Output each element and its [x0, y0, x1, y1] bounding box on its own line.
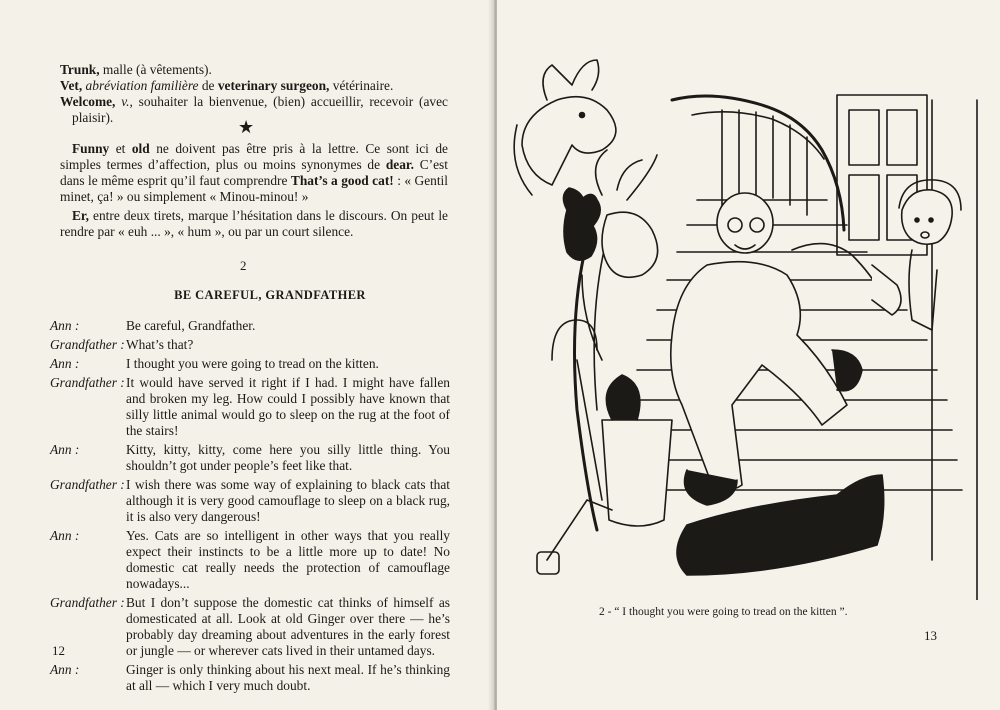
- speech: Yes. Cats are so intelligent in other ways that you really expect their instincts to be a little more up to date! No domestic cat really needs the protection of camouflage nowadays...: [126, 528, 450, 591]
- note-term: dear.: [385, 157, 414, 172]
- speaker: Ann :: [50, 442, 80, 457]
- right-page: [497, 0, 1000, 710]
- dialogue-line: [50, 356, 450, 372]
- dialogue-line: [50, 595, 450, 659]
- glossary-term: veterinary surgeon,: [217, 78, 330, 93]
- glossary-term: Welcome,: [60, 94, 116, 109]
- dialogue-line: [50, 375, 450, 439]
- speaker: Ann :: [50, 356, 80, 371]
- umbrella-stand: [537, 320, 672, 574]
- speaker: Ann :: [50, 662, 80, 677]
- speech: It would have served it right if I had. I might have fallen and broken my leg. How could I possibly have known that silly little animal would go to sleep on the rug at the foot of the stairs!: [126, 375, 450, 438]
- glossary-term: Vet,: [60, 78, 83, 93]
- speech: Kitty, kitty, kitty, come here you silly little thing. You shouldn’t got under people’s feet like that.: [126, 442, 450, 473]
- speaker: Ann :: [50, 528, 80, 543]
- note-term: Funny: [72, 141, 110, 156]
- note-text: ne doivent pas être pris à la lettre. Ce sont ici de simples termes d’affection, plus ou moins synonymes de: [60, 141, 449, 172]
- dialogue-line: [50, 477, 450, 525]
- speech: I wish there was some way of explaining to black cats that although it is very good camouflage to sleep on a black rug, it is also very dangerous!: [126, 477, 450, 524]
- note-funny: [60, 141, 448, 205]
- note-term: Er,: [72, 208, 89, 223]
- glossary-entry-trunk: [60, 62, 448, 78]
- star-separator-icon: ★: [238, 117, 255, 137]
- note-er: [60, 208, 448, 240]
- glossary-term: Trunk,: [60, 62, 100, 77]
- page-number-left: 12: [52, 643, 65, 658]
- glossary-definition: vétérinaire.: [329, 78, 394, 93]
- notes: [60, 141, 448, 243]
- glossary-abbreviation: v.: [115, 94, 130, 109]
- note-term: old: [131, 141, 150, 156]
- dialogue: [50, 318, 450, 697]
- illustration-grandfather-on-stairs: [507, 40, 992, 600]
- page-number-right: 13: [924, 628, 937, 643]
- note-text: et: [109, 141, 132, 156]
- dialogue-line: [50, 337, 450, 353]
- speech: Be careful, Grandfather.: [126, 318, 256, 333]
- glossary-connector: de: [198, 78, 218, 93]
- door-panel: [849, 110, 879, 165]
- glossary-abbreviation: abréviation familière: [82, 78, 199, 93]
- speech: But I don’t suppose the domestic cat thinks of himself as domesticated at all. Look at old Ginger over there — he’s probably day dreaming about adventures in the early forest or jungle — or wherever cats lived in their untamed days.: [126, 595, 450, 658]
- dialogue-line: [50, 528, 450, 592]
- glossary-entry-vet: [60, 78, 448, 94]
- moose-head-trophy: [514, 60, 616, 195]
- door-panel: [849, 175, 879, 240]
- speech: Ginger is only thinking about his next meal. If he’s thinking at all — which I very much doubt.: [126, 662, 450, 693]
- chapter-title: BE CAREFUL, GRANDFATHER: [174, 288, 366, 302]
- speech: What’s that?: [126, 337, 194, 352]
- left-page: [0, 0, 494, 710]
- chapter-number: 2: [240, 258, 247, 273]
- speaker: Ann :: [50, 318, 80, 333]
- note-text: : « Gentil minet, ça! » ou simplement « Minou-minou! »: [60, 173, 448, 204]
- note-text: C’est dans le même esprit qu’il faut comprendre: [60, 157, 448, 188]
- note-term: That’s a good cat!: [290, 173, 394, 188]
- black-cat-on-trophy: [563, 188, 600, 260]
- glossary-definition: , souhaiter la bienvenue, (bien) accueillir, recevoir (avec plaisir).: [72, 94, 448, 125]
- illustration-caption: 2 - “ I thought you were going to tread on the kitten ”.: [599, 606, 848, 618]
- speaker: Grandfather :: [50, 477, 125, 492]
- glossary-definition: malle (à vêtements).: [99, 62, 212, 77]
- dialogue-line: [50, 318, 450, 334]
- dialogue-line: [50, 662, 450, 694]
- door-panel: [887, 110, 917, 165]
- speaker: Grandfather :: [50, 595, 125, 610]
- speaker: Grandfather :: [50, 337, 125, 352]
- speaker: Grandfather :: [50, 375, 125, 390]
- note-text: entre deux tirets, marque l’hésitation dans le discours. On peut le rendre par « euh ... », « hum », ou par un court silence.: [60, 208, 448, 239]
- dialogue-line: [50, 442, 450, 474]
- speech: I thought you were going to tread on the kitten.: [126, 356, 379, 371]
